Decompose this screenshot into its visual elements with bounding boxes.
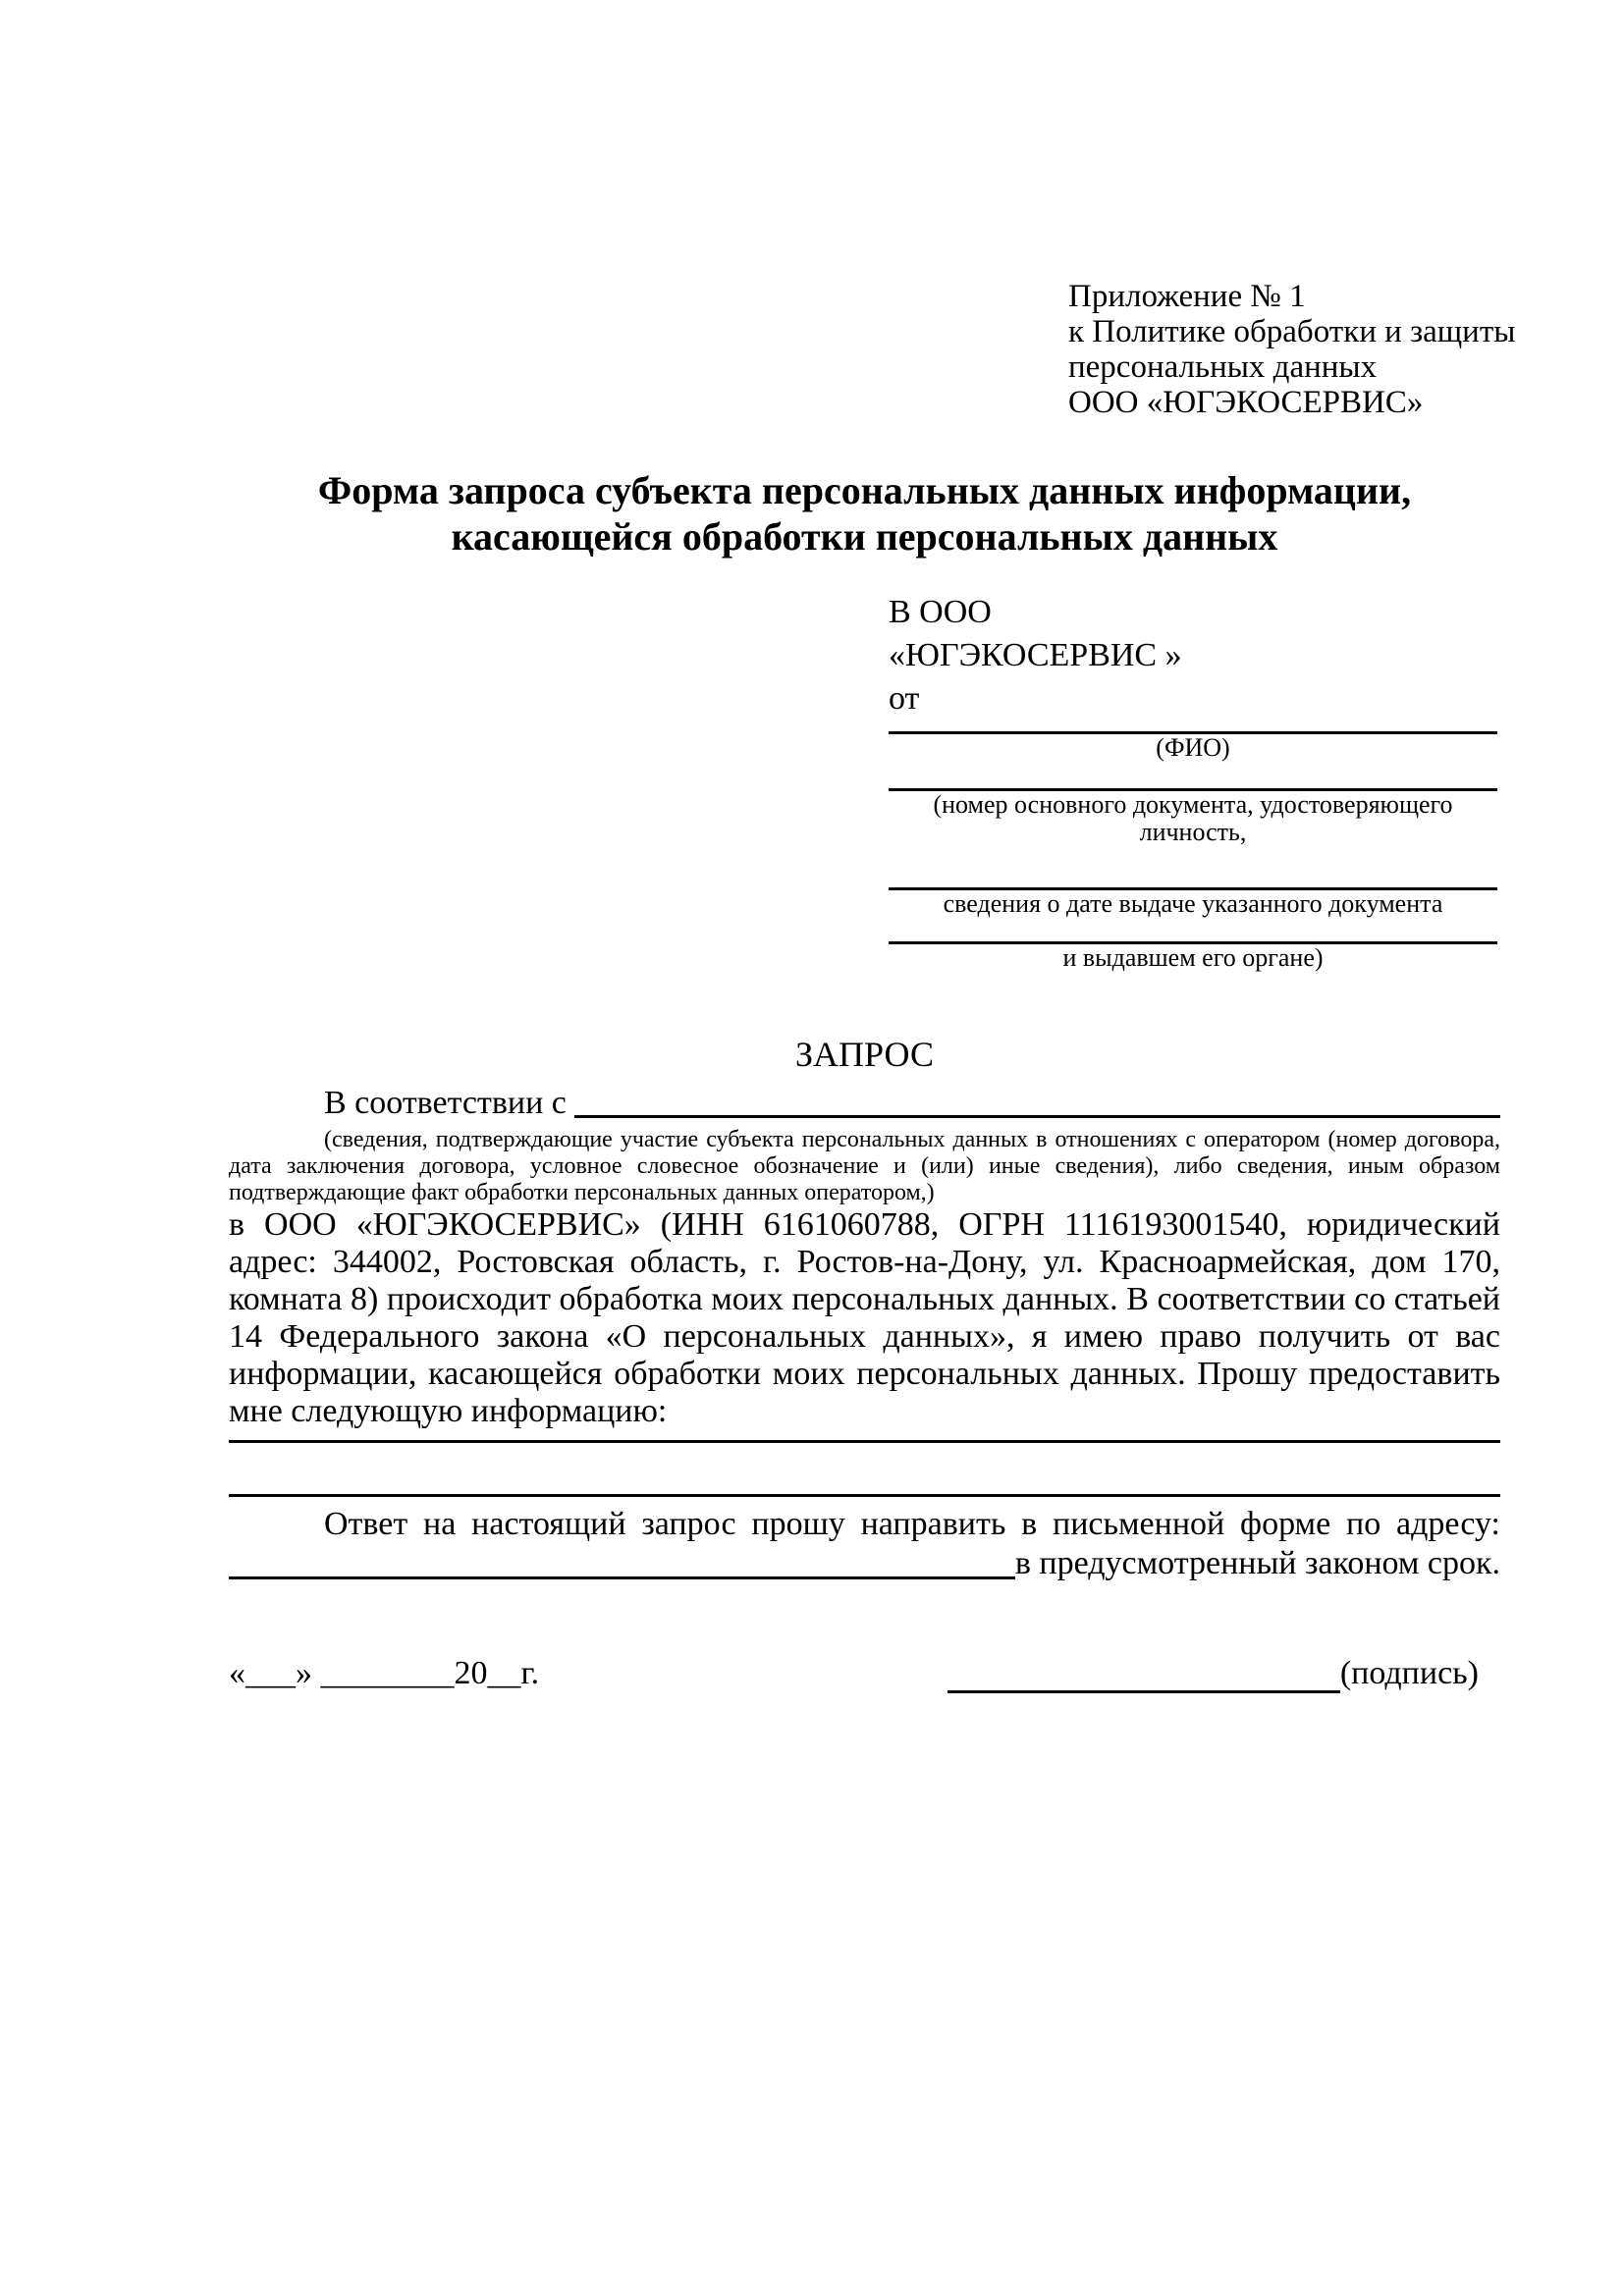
appendix-line-3: персональных данных [1068,349,1378,385]
appendix-line-2: к Политике обработки и защиты [1068,314,1516,349]
intro-label: В соответствии с [324,1085,567,1121]
title-line-2: касающейся обработки персональных данных [451,514,1278,559]
info-input-line-2[interactable] [229,1443,1500,1497]
signoff-row [229,1654,1500,1693]
date-fill-in[interactable]: «___» ________20__г. [229,1655,540,1691]
issue-date-input-line[interactable] [889,846,1497,890]
reply-address-input-line[interactable] [229,1544,1015,1579]
field-document-number [889,762,1497,846]
document-title [229,467,1500,560]
addressee-org-line-1: В ООО [889,594,992,630]
signature-caption: (подпись) [1339,1655,1479,1691]
addressee-org-line-2: «ЮГЭКОСЕРВИС » [889,637,1182,673]
document-number-input-line[interactable] [889,762,1497,791]
field-issue-date [889,846,1497,918]
signature-group [947,1654,1479,1693]
info-input-line-1[interactable] [229,1430,1500,1443]
field-issuing-authority [889,918,1497,972]
reply-address-row [229,1544,1500,1583]
appendix-line-1: Приложение № 1 [1068,279,1306,314]
reply-suffix: в предусмотренный законом срок. [1014,1545,1500,1581]
addressee-from-label: от [889,680,920,717]
request-heading: ЗАПРОС [795,1035,934,1074]
appendix-line-4: ООО «ЮГЭКОСЕРВИС» [1068,385,1424,420]
intro-input-line[interactable] [574,1084,1500,1118]
fio-input-line[interactable] [889,721,1497,734]
document-number-caption: (номер основного документа, удостоверяющего личность, [933,790,1453,846]
appendix-block [1068,0,1624,420]
intro-row [229,1084,1500,1123]
field-fio [889,721,1497,762]
fio-caption: (ФИО) [1156,733,1230,762]
issue-date-caption: сведения о дате выдаче указанного документа [943,889,1443,918]
addressee-block [889,591,1497,972]
intro-caption: (сведения, подтверждающие участие субъекта персональных данных в отношениях с оператором (номер договора, дата заключения договора, условное словесное обозначение и (или) иные сведения), либо сведения, иным образом подтверждающие факт обработки персональных данных оператором,) [229,1127,1500,1205]
issuing-authority-input-line[interactable] [889,918,1497,944]
reply-sentence: Ответ на настоящий запрос прошу направить в письменной форме по адресу: [324,1506,1500,1542]
signature-input-line[interactable] [947,1657,1340,1693]
body-paragraph: в ООО «ЮГЭКОСЕРВИС» (ИНН 6161060788, ОГРН 1116193001540, юридический адрес: 344002, Ростовская область, г. Ростов-на-Дону, ул. Красноармейская, дом 170, комната 8) происходит обработка моих персональных данных. В соответствии со статьей 14 Федерального закона «О персональных данных», я имею право получить от вас информации, касающейся обработки моих персональных данных. Прошу предоставить мне следующую информацию: [229,1206,1500,1429]
title-line-1: Форма запроса субъекта персональных данных информации, [317,468,1412,512]
issuing-authority-caption: и выдавшем его органе) [1062,943,1324,972]
